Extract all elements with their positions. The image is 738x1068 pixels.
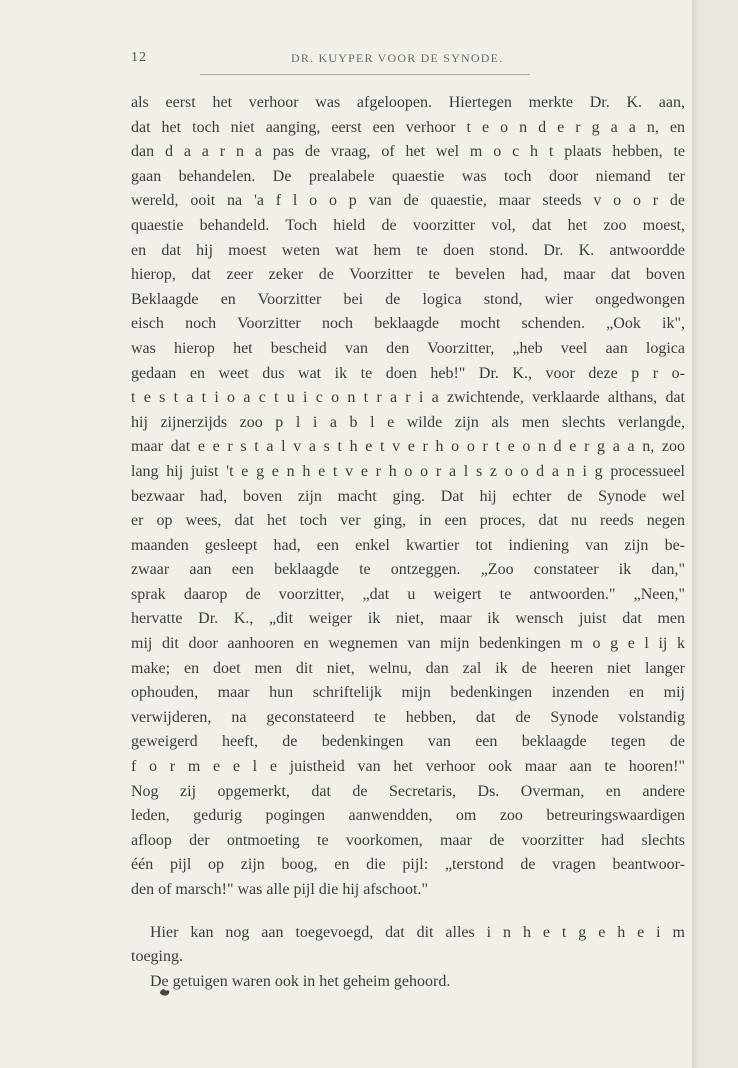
text-line: dat het toch niet aanging, eerst een verhoor t e o n d e r g a a n, en (131, 118, 685, 136)
text-line: en dat hij moest weten wat hem te doen stond. Dr. K. antwoordde (131, 241, 685, 259)
text-line: leden, gedurig pogingen aanwendden, om zoo betreuringswaardigen (131, 807, 685, 825)
text-line: verwijderen, na geconstateerd te hebben, dat de Synode volstandig (131, 708, 685, 726)
page-gutter-shadow (692, 0, 738, 1068)
printer-ornament-icon (159, 988, 171, 997)
text-line: er op wees, dat het toch ver ging, in een proces, dat nu reeds negen (131, 512, 685, 530)
text-line: maar dat e e r s t a l v a s t h e t v e r h o o r t e o n d e r g a a n, zoo (131, 438, 685, 456)
running-head: DR. KUYPER VOOR DE SYNODE. (291, 51, 504, 65)
text-line: gaan behandelen. De prealabele quaestie was toch door niemand ter (131, 167, 685, 185)
page-header (131, 50, 687, 70)
text-line: dan d a a r n a pas de vraag, of het wel m o c h t plaats hebben, te (131, 143, 685, 161)
text-line: één pijl op zijn boog, en die pijl: „terstond de vragen beantwoor- (131, 856, 685, 874)
text-line: eisch noch Voorzitter noch beklaagde mocht schenden. „Ook ik", (131, 315, 685, 333)
text-line: wereld, ooit na 'a f l o o p van de quaestie, maar steeds v o o r de (131, 192, 685, 210)
text-line: hierop, dat zeer zeker de Voorzitter te bevelen had, maar dat boven (131, 266, 685, 284)
text-line: lang hij juist 't e g e n h e t v e r h o o r a l s z o o d a n i g processueel (131, 462, 685, 480)
text-line: was hierop het bescheid van den Voorzitter, „heb veel aan logica (131, 339, 685, 357)
text-line: sprak daarop de voorzitter, „dat u weigert te antwoorden." „Neen," (131, 585, 685, 603)
text-line: als eerst het verhoor was afgeloopen. Hiertegen merkte Dr. K. aan, (131, 94, 685, 111)
text-line: quaestie behandeld. Toch hield de voorzitter vol, dat het zoo moest, (131, 216, 685, 234)
text-line: den of marsch!" was alle pijl die hij afschoot." (131, 881, 428, 898)
text-line: f o r m e e l e juistheid van het verhoor ook maar aan te hooren!" (131, 758, 685, 776)
paragraph-1 (131, 91, 685, 903)
text-line: make; en doet men dit niet, welnu, dan zal ik de heeren niet langer (131, 659, 685, 677)
text-line: Nog zij opgemerkt, dat de Secretaris, Ds. Overman, en andere (131, 782, 685, 800)
text-line: hij zijnerzijds zoo p l i a b l e wilde zijn als men slechts verlangde, (131, 413, 685, 431)
body-text (131, 91, 685, 994)
text-line: gedaan en weet dus wat ik te doen heb!" Dr. K., voor deze p r o- (131, 364, 685, 382)
text-line: maanden gesleept had, een enkel kwartier tot indiening van zijn be- (131, 536, 685, 554)
paragraph-3 (131, 970, 685, 995)
header-rule (200, 74, 530, 75)
text-line: Beklaagde en Voorzitter bei de logica stond, wier ongedwongen (131, 290, 685, 308)
text-line: toeging. (131, 948, 183, 966)
text-line: afloop der ontmoeting te voorkomen, maar de voorzitter had slechts (131, 831, 685, 849)
paragraph-gap (131, 903, 685, 921)
text-line: t e s t a t i o a c t u i c o n t r a r i a zwichtende, verklaarde althans, dat (131, 389, 685, 407)
text-line: mij dit door aanhooren en wegnemen van mijn bedenkingen m o g e l ij k (131, 635, 685, 653)
text-line: bezwaar had, boven zijn macht ging. Dat hij echter de Synode wel (131, 487, 685, 505)
text-line: geweigerd heeft, de bedenkingen van een beklaagde tegen de (131, 733, 685, 751)
text-line: ophouden, maar hun schriftelijk mijn bedenkingen inzenden en mij (131, 684, 685, 702)
text-line: De getuigen waren ook in het geheim gehoord. (150, 972, 451, 990)
text-line: Hier kan nog aan toegevoegd, dat dit alles i n h e t g e h e i m (150, 923, 685, 941)
page-number: 12 (131, 50, 147, 65)
paragraph-2 (131, 921, 685, 970)
text-line: hervatte Dr. K., „dit weiger ik niet, maar ik wensch juist dat men (131, 610, 685, 628)
text-line: zwaar aan een beklaagde te ontzeggen. „Zoo constateer ik dan," (131, 561, 685, 579)
